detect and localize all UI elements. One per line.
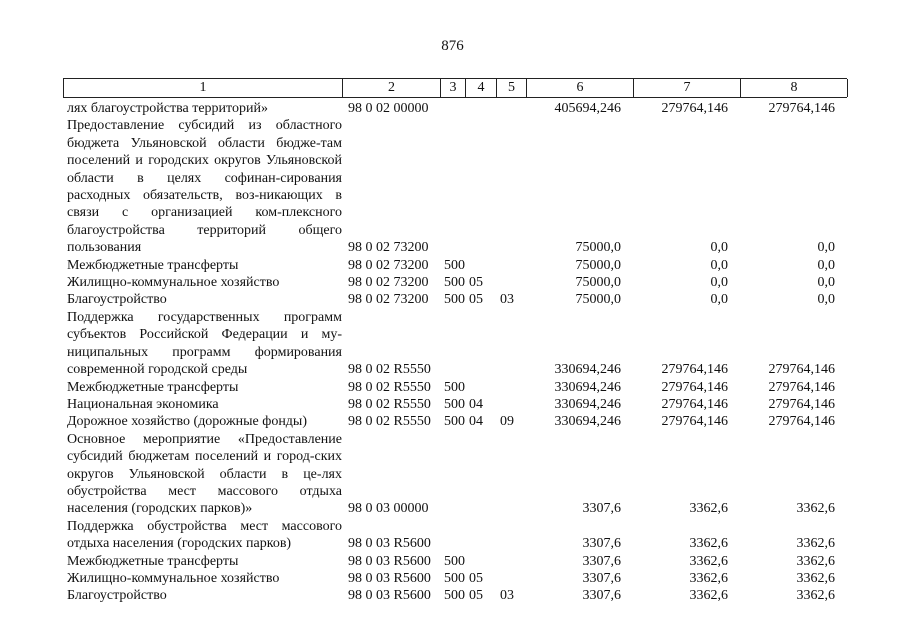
row-section-cell: 05 <box>469 275 483 291</box>
row-name-cell: Межбюджетные трансферты <box>67 553 239 569</box>
row-type-cell: 500 <box>444 396 465 412</box>
row-name-cell: Жилищно-коммунальное хозяйство <box>67 570 280 586</box>
column-header: 4 <box>466 79 497 97</box>
row-value-8-cell: 0,0 <box>817 240 835 256</box>
row-value-6-cell: 75000,0 <box>575 275 621 291</box>
row-code-cell: 98 0 03 R5600 <box>348 588 431 604</box>
row-value-8-cell: 0,0 <box>817 292 835 308</box>
row-name-cell: Национальная экономика <box>67 396 219 412</box>
row-value-8-cell: 279764,146 <box>768 362 835 378</box>
row-value-7-cell: 279764,146 <box>661 396 728 412</box>
row-value-6-cell: 330694,246 <box>554 414 621 430</box>
row-type-cell: 500 <box>444 275 465 291</box>
table-row <box>63 117 847 256</box>
table-row <box>63 100 847 117</box>
row-subsection-cell: 09 <box>500 414 514 430</box>
row-value-6-cell: 3307,6 <box>582 536 621 552</box>
row-code-cell: 98 0 02 00000 <box>348 101 429 116</box>
row-name-cell: Поддержка государственных программ субъектов Российской Федерации и му-ниципальных программ формирования современной городской среды <box>67 309 342 378</box>
row-subsection-cell: 03 <box>500 588 514 604</box>
row-value-8-cell: 279764,146 <box>768 379 835 395</box>
row-value-7-cell: 0,0 <box>710 292 728 308</box>
row-name-cell: Дорожное хозяйство (дорожные фонды) <box>67 414 308 430</box>
row-code-cell: 98 0 02 R5550 <box>348 379 431 395</box>
row-name-cell: лях благоустройства территорий» <box>67 101 268 116</box>
row-value-7-cell: 0,0 <box>710 240 728 256</box>
row-value-7-cell: 3362,6 <box>689 570 728 586</box>
table-row <box>63 431 847 518</box>
row-code-cell: 98 0 02 73200 <box>348 240 429 256</box>
table-row <box>63 257 847 274</box>
row-value-6-cell: 75000,0 <box>575 240 621 256</box>
row-value-6-cell: 75000,0 <box>575 292 621 308</box>
row-value-8-cell: 3362,6 <box>796 588 835 604</box>
row-value-6-cell: 75000,0 <box>575 257 621 273</box>
table-row <box>63 570 847 587</box>
row-section-cell: 05 <box>469 570 483 586</box>
row-type-cell: 500 <box>444 588 465 604</box>
row-name-cell: Благоустройство <box>67 588 167 604</box>
row-value-7-cell: 279764,146 <box>661 379 728 395</box>
row-section-cell: 05 <box>469 292 483 308</box>
row-name-cell: Поддержка обустройства мест массового отдыха населения (городских парков) <box>67 518 342 552</box>
row-value-8-cell: 0,0 <box>817 257 835 273</box>
table-row <box>63 553 847 570</box>
row-code-cell: 98 0 03 00000 <box>348 501 429 517</box>
table-header-row <box>63 78 847 98</box>
row-section-cell: 04 <box>469 414 483 430</box>
row-name-cell: Благоустройство <box>67 292 167 308</box>
row-code-cell: 98 0 02 73200 <box>348 292 429 308</box>
table-row <box>63 518 847 553</box>
column-header: 8 <box>741 79 848 97</box>
row-name-cell: Межбюджетные трансферты <box>67 257 239 273</box>
row-code-cell: 98 0 03 R5600 <box>348 570 431 586</box>
row-section-cell: 04 <box>469 396 483 412</box>
row-value-7-cell: 3362,6 <box>689 501 728 517</box>
column-header: 6 <box>527 79 634 97</box>
row-value-7-cell: 279764,146 <box>661 414 728 430</box>
row-value-7-cell: 3362,6 <box>689 588 728 604</box>
column-header: 5 <box>497 79 527 97</box>
row-value-6-cell: 330694,246 <box>554 379 621 395</box>
row-subsection-cell: 03 <box>500 292 514 308</box>
column-header: 3 <box>441 79 466 97</box>
row-value-6-cell: 330694,246 <box>554 396 621 412</box>
row-name-cell: Межбюджетные трансферты <box>67 379 239 395</box>
row-type-cell: 500 <box>444 414 465 430</box>
row-code-cell: 98 0 02 R5550 <box>348 362 431 378</box>
row-name-cell: Жилищно-коммунальное хозяйство <box>67 275 280 291</box>
row-code-cell: 98 0 03 R5600 <box>348 553 431 569</box>
row-name-cell: Основное мероприятие «Предоставление субсидий бюджетам поселений и город-ских округов Ульяновской области в це-лях обустройства мест массового отдыха населения (городских парков)» <box>67 431 342 517</box>
row-value-6-cell: 3307,6 <box>582 588 621 604</box>
row-value-7-cell: 0,0 <box>710 257 728 273</box>
row-code-cell: 98 0 02 73200 <box>348 257 429 273</box>
row-value-7-cell: 279764,146 <box>661 101 728 116</box>
row-value-8-cell: 279764,146 <box>768 101 835 116</box>
column-header: 2 <box>343 79 441 97</box>
row-value-6-cell: 405694,246 <box>554 101 621 116</box>
budget-table <box>63 78 847 605</box>
column-header: 7 <box>634 79 741 97</box>
table-row <box>63 379 847 396</box>
table-row <box>63 309 847 379</box>
row-type-cell: 500 <box>444 257 465 273</box>
row-value-6-cell: 3307,6 <box>582 570 621 586</box>
row-value-8-cell: 279764,146 <box>768 396 835 412</box>
table-row <box>63 291 847 308</box>
row-code-cell: 98 0 02 R5550 <box>348 414 431 430</box>
row-value-6-cell: 3307,6 <box>582 553 621 569</box>
row-value-8-cell: 0,0 <box>817 275 835 291</box>
table-row <box>63 587 847 604</box>
row-value-7-cell: 3362,6 <box>689 536 728 552</box>
column-header: 1 <box>64 79 343 97</box>
row-value-8-cell: 3362,6 <box>796 536 835 552</box>
row-type-cell: 500 <box>444 553 465 569</box>
table-body <box>63 100 847 605</box>
row-value-6-cell: 3307,6 <box>582 501 621 517</box>
row-value-8-cell: 3362,6 <box>796 570 835 586</box>
table-row <box>63 274 847 291</box>
row-value-8-cell: 279764,146 <box>768 414 835 430</box>
table-row <box>63 396 847 413</box>
row-code-cell: 98 0 02 R5550 <box>348 396 431 412</box>
row-value-8-cell: 3362,6 <box>796 501 835 517</box>
row-value-7-cell: 0,0 <box>710 275 728 291</box>
row-code-cell: 98 0 02 73200 <box>348 275 429 291</box>
row-type-cell: 500 <box>444 379 465 395</box>
page-number: 876 <box>441 38 464 54</box>
row-name-cell: Предоставление субсидий из областного бюджета Ульяновской области бюдже-там поселений и городских округов Ульяновской области в целях софинан-сирования расходных обязательств, воз-никающих в связи с организацией ком-плексного благоустройства территорий общего пользования <box>67 118 342 256</box>
row-type-cell: 500 <box>444 292 465 308</box>
row-value-7-cell: 279764,146 <box>661 362 728 378</box>
row-type-cell: 500 <box>444 570 465 586</box>
row-section-cell: 05 <box>469 588 483 604</box>
table-row <box>63 413 847 430</box>
row-code-cell: 98 0 03 R5600 <box>348 536 431 552</box>
row-value-7-cell: 3362,6 <box>689 553 728 569</box>
row-value-6-cell: 330694,246 <box>554 362 621 378</box>
row-value-8-cell: 3362,6 <box>796 553 835 569</box>
